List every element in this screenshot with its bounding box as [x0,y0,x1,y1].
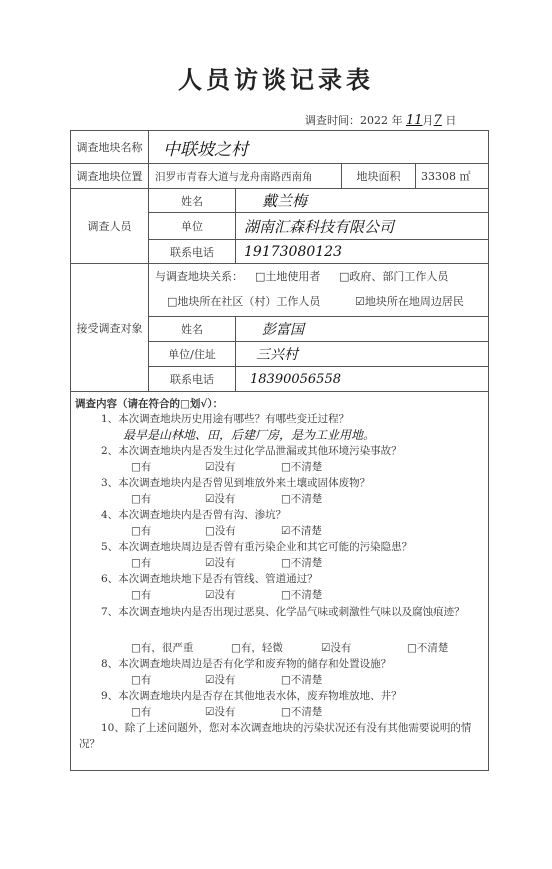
q3-option-yes[interactable]: □有 [131,493,152,505]
q9-option-no[interactable] [205,704,235,719]
q8-option-unknown[interactable]: □不清楚 [281,674,323,686]
checkbox-checked-icon: ☑ [321,642,331,654]
q8-option-no[interactable] [205,672,235,687]
interview-form [70,130,489,771]
date-day[interactable]: 7 [433,113,442,128]
q4-option-yes[interactable]: □有 [131,525,152,537]
relation-option-community[interactable]: □地块所在社区（村）工作人员 [167,295,321,308]
q6-option-no[interactable] [205,587,235,602]
interviewee-phone-value[interactable]: 18390056558 [236,367,489,392]
date-month-unit: 月 [422,114,434,127]
checkbox-checked-icon: ☑ [205,589,215,601]
interviewee-phone-label: 联系电话 [149,367,236,392]
survey-content [71,392,489,771]
q5-option-no[interactable] [205,555,235,570]
question-4: 4、本次调查地块内是否曾有沟、渗坑？ [101,509,287,521]
q7-option-no-label: 没有 [330,642,352,654]
interviewee-name-label: 姓名 [149,317,236,342]
site-area-value[interactable]: 33308 ㎡ [416,164,489,189]
interviewee-name-value[interactable]: 彭富国 [236,317,489,342]
q4-option-unknown[interactable] [281,523,322,538]
survey-date [305,112,456,128]
investigator-phone-value[interactable]: 19173080123 [236,240,489,264]
question-9: 9、本次调查地块内是否存在其他地表水体，废弃物堆放地、井？ [101,690,402,702]
q3-option-unknown[interactable]: □不清楚 [281,493,323,505]
question-10: 10、除了上述问题外，您对本次调查地块的污染状况还有没有其他需要说明的情况？ [79,722,472,750]
q6-option-no-label: 没有 [214,589,236,601]
interviewee-group-label: 接受调查对象 [71,264,149,392]
investigator-unit-value[interactable]: 湖南汇森科技有限公司 [236,213,489,240]
checkbox-checked-icon: ☑ [205,461,215,473]
question-5: 5、本次调查地块周边是否曾有重污染企业和其它可能的污染隐患？ [101,541,413,553]
q7-option-unknown[interactable]: □不清楚 [407,642,449,654]
q4-option-unknown-label: 不清楚 [290,525,322,537]
q7-option-no[interactable] [321,640,351,655]
q9-option-no-label: 没有 [214,706,236,718]
site-name-value[interactable]: 中联坡之村 [149,131,489,164]
site-location-value[interactable]: 汨罗市青春大道与龙舟南路西南角 [149,164,342,189]
site-area-label: 地块面积 [342,164,416,189]
question-6: 6、本次调查地块地下是否有管线、管道通过？ [101,573,318,585]
q7-option-slight[interactable]: □有，轻微 [231,642,283,654]
relation-option-resident[interactable] [355,293,464,309]
investigator-group-label: 调查人员 [71,189,149,264]
relation-option-resident-label: 地块所在地周边居民 [364,295,464,308]
page-title: 人员访谈记录表 [178,65,374,94]
q2-option-no-label: 没有 [214,461,236,473]
checkbox-checked-icon: ☑ [355,295,365,308]
q3-option-no-label: 没有 [214,493,236,505]
relation-option-government[interactable]: □政府、部门工作人员 [339,270,449,283]
question-2: 2、本次调查地块内是否发生过化学品泄漏或其他环境污染事故？ [101,445,402,457]
checkbox-checked-icon: ☑ [205,493,215,505]
question-3: 3、本次调查地块内是否曾见到堆放外来土壤或固体废物？ [101,477,371,489]
q6-option-unknown[interactable]: □不清楚 [281,589,323,601]
q7-option-serious[interactable]: □有，很严重 [131,642,194,654]
investigator-name-label: 姓名 [149,189,236,213]
q8-option-no-label: 没有 [214,674,236,686]
q4-option-no[interactable]: □没有 [205,525,236,537]
investigator-phone-label: 联系电话 [149,240,236,264]
relation-prefix: 与调查地块关系： [155,270,243,283]
relation-option-land-user[interactable]: □土地使用者 [255,270,321,283]
interviewee-relation-cell [149,264,489,317]
q9-option-yes[interactable]: □有 [131,706,152,718]
q2-option-unknown[interactable]: □不清楚 [281,461,323,473]
checkbox-checked-icon: ☑ [205,674,215,686]
investigator-unit-label: 单位 [149,213,236,240]
site-name-label: 调查地块名称 [71,131,149,164]
q3-option-no[interactable] [205,491,235,506]
q6-option-yes[interactable]: □有 [131,589,152,601]
checkbox-checked-icon: ☑ [205,557,215,569]
date-prefix: 调查时间：2022 年 [305,114,403,127]
site-location-label: 调查地块位置 [71,164,149,189]
question-7: 7、本次调查地块内是否出现过恶臭、化学品气味或刺激性气味以及腐蚀痕迹？ [101,606,465,618]
interviewee-unit-label: 单位/住址 [149,342,236,367]
question-1: 1、本次调查地块历史用途有哪些？有哪些变迁过程？ [101,413,350,425]
q2-option-no[interactable] [205,459,235,474]
q8-option-yes[interactable]: □有 [131,674,152,686]
date-day-unit: 日 [445,114,457,127]
q5-option-yes[interactable]: □有 [131,557,152,569]
question-1-answer[interactable]: 最早是山林地、田，后建厂房，是为工业用地。 [123,428,376,442]
date-month[interactable]: 11 [406,113,423,128]
q9-option-unknown[interactable]: □不清楚 [281,706,323,718]
q2-option-yes[interactable]: □有 [131,461,152,473]
content-header: 调查内容（请在符合的□划√）： [75,398,224,410]
checkbox-checked-icon: ☑ [281,525,291,537]
investigator-name-value[interactable]: 戴兰梅 [236,189,489,213]
checkbox-checked-icon: ☑ [205,706,215,718]
q5-option-unknown[interactable]: □不清楚 [281,557,323,569]
question-8: 8、本次调查地块周边是否有化学和废弃物的储存和处置设施？ [101,658,392,670]
interviewee-unit-value[interactable]: 三兴村 [236,342,489,367]
q5-option-no-label: 没有 [214,557,236,569]
